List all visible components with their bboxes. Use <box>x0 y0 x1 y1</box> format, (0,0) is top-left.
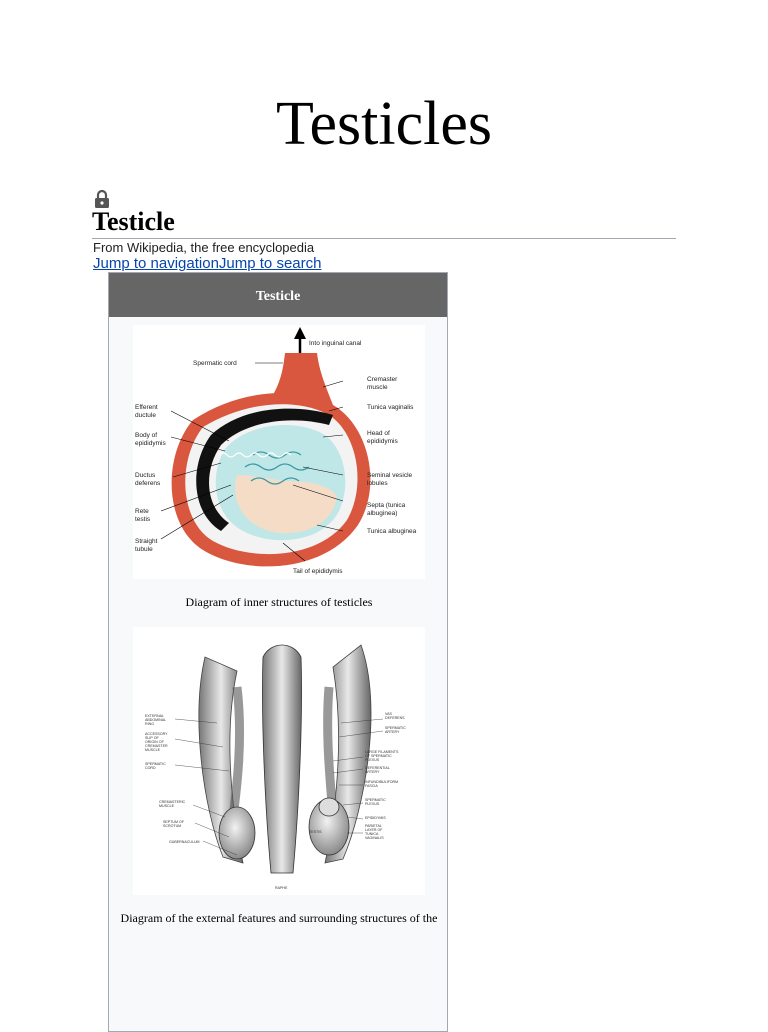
label-l2a: ACCESSORY <box>145 732 168 736</box>
label-r1b: DEFERENS <box>385 716 405 720</box>
left-cord <box>233 687 240 817</box>
label-l6: GUBERNACULUM <box>169 840 200 844</box>
arrow-up-icon <box>294 327 306 339</box>
left-testis <box>219 807 255 859</box>
label-seminal-1: Seminal vesicle <box>367 472 413 479</box>
label-r2a: SPERMATIC <box>385 726 406 730</box>
infobox <box>108 272 448 1032</box>
external-features-diagram[interactable] <box>133 627 425 895</box>
label-r5a: INFUNDIBULIFORM <box>365 780 399 784</box>
label-ductus-1: Ductus <box>135 472 156 479</box>
label-r1a: VAS <box>385 712 392 716</box>
label-body-1: Body of <box>135 432 158 439</box>
label-l2e: MUSCLE <box>145 748 160 752</box>
label-tunica-albuginea: Tunica albuginea <box>367 528 417 535</box>
label-r3b: OF SPERMATIC <box>365 754 392 758</box>
right-cord <box>328 687 333 817</box>
diagram1-caption: Diagram of inner structures of testicles <box>185 595 373 609</box>
label-tunica-vaginalis: Tunica vaginalis <box>367 404 414 411</box>
label-l4a: CREMASTERIC <box>159 800 186 804</box>
label-rete-1: Rete <box>135 508 149 515</box>
external-features-svg <box>133 627 425 895</box>
label-r2b: ARTERY <box>385 730 400 734</box>
label-tail: Tail of epididymis <box>293 568 343 575</box>
jump-to-search-link[interactable]: Jump to search <box>218 255 322 272</box>
label-r8a: PARIETAL <box>365 824 382 828</box>
label-raphe: RAPHE <box>275 886 288 890</box>
penis-shaft <box>262 645 301 873</box>
label-r6a: SPERMATIC <box>365 798 386 802</box>
label-l1b: ABDOMINAL <box>145 718 167 722</box>
label-l2d: CREMASTER <box>145 744 168 748</box>
label-l1a: EXTERNAL <box>145 714 164 718</box>
label-straight-2: tubule <box>135 546 153 553</box>
label-head-2: epididymis <box>367 438 398 445</box>
label-l3a: SPERMATIC <box>145 762 166 766</box>
label-l2c: ORIGIN OF <box>145 740 164 744</box>
label-r7: EPIDIDYMIS <box>365 816 386 820</box>
epididymis-head <box>319 798 339 816</box>
label-rete-2: testis <box>135 516 151 523</box>
jump-to-navigation-link[interactable]: Jump to navigation <box>93 255 219 272</box>
label-head-1: Head of <box>367 430 390 437</box>
label-r6b: PLEXUS <box>365 802 380 806</box>
label-r8d: VAGINALIS <box>365 836 384 840</box>
label-l2b: SLIP OF <box>145 736 159 740</box>
label-l5b: SCROTUM <box>163 824 182 828</box>
label-r5b: FASCIA <box>365 784 378 788</box>
jump-links <box>93 255 321 273</box>
label-straight-1: Straight <box>135 538 158 545</box>
label-cremaster-1: Cremaster <box>367 376 398 383</box>
label-l3b: CORD <box>145 766 156 770</box>
label-r3c: PLEXUS <box>365 758 380 762</box>
label-l1c: RING <box>145 722 154 726</box>
heading-divider <box>92 238 676 239</box>
label-r8c: TUNICA <box>365 832 379 836</box>
label-r4a: DEFERENTIAL <box>365 766 390 770</box>
label-body-2: epididymis <box>135 440 166 447</box>
label-l4b: MUSCLE <box>159 804 174 808</box>
inner-structures-diagram[interactable] <box>133 325 425 579</box>
label-r8b: LAYER OF <box>365 828 383 832</box>
inner-structures-svg <box>133 325 425 579</box>
label-efferent-2: ductule <box>135 412 156 419</box>
article-heading: Testicle <box>92 207 175 236</box>
label-inguinal: Into inguinal canal <box>309 340 362 347</box>
site-tagline: From Wikipedia, the free encyclopedia <box>93 240 315 255</box>
label-l5a: SEPTUM OF <box>163 820 184 824</box>
document-title: Testicles <box>275 90 493 158</box>
label-efferent-1: Efferent <box>135 404 158 411</box>
label-ductus-2: deferens <box>135 480 161 487</box>
label-septa-2: albuginea) <box>367 510 398 517</box>
label-spermatic-cord: Spermatic cord <box>193 360 237 367</box>
label-r3a: LARGE FILAMENTS <box>365 750 399 754</box>
infobox-header: Testicle <box>109 273 447 317</box>
label-septa-1: Septa (tunica <box>367 502 406 509</box>
diagram2-caption: Diagram of the external features and surrounding structures of the <box>120 911 438 925</box>
label-r4b: ARTERY <box>365 770 380 774</box>
label-testis: TESTIS <box>309 830 322 834</box>
label-cremaster-2: muscle <box>367 384 388 391</box>
label-seminal-2: lobules <box>367 480 388 487</box>
